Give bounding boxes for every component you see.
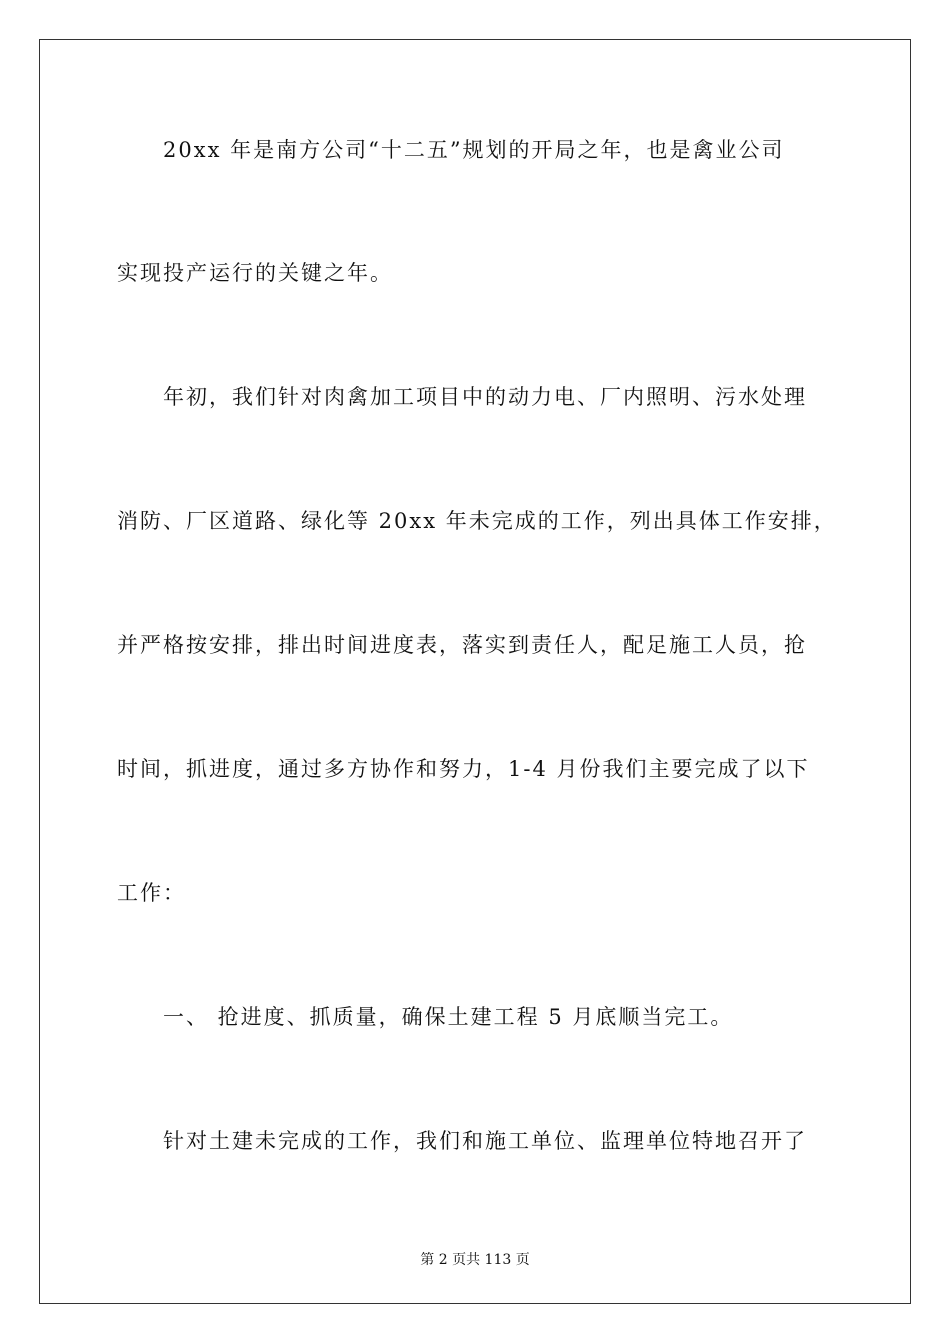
page-border: [39, 39, 911, 1304]
page-footer: [0, 1249, 950, 1269]
section-heading-1: 一、 抢进度、抓质量，确保土建工程 5 月底顺当完工。: [163, 1005, 734, 1029]
body-line-6: 时间，抓进度，通过多方协作和努力，1-4 月份我们主要完成了以下: [117, 757, 810, 781]
body-line-3: 年初，我们针对肉禽加工项目中的动力电、厂内照明、污水处理: [163, 385, 807, 409]
page-number: 第 2 页: [420, 1252, 467, 1268]
body-line-4: 消防、厂区道路、绿化等 20xx 年未完成的工作，列出具体工作安排，: [117, 509, 837, 533]
body-line-5: 并严格按安排，排出时间进度表，落实到责任人，配足施工人员，抢: [117, 633, 807, 657]
body-line-1: 20xx 年是南方公司“十二五”规划的开局之年，也是禽业公司: [163, 138, 785, 162]
body-line-7: 工作：: [117, 881, 186, 905]
page-total: 共 113 页: [466, 1252, 530, 1268]
body-line-2: 实现投产运行的关键之年。: [117, 261, 393, 285]
body-line-9: 针对土建未完成的工作，我们和施工单位、监理单位特地召开了: [163, 1129, 807, 1153]
